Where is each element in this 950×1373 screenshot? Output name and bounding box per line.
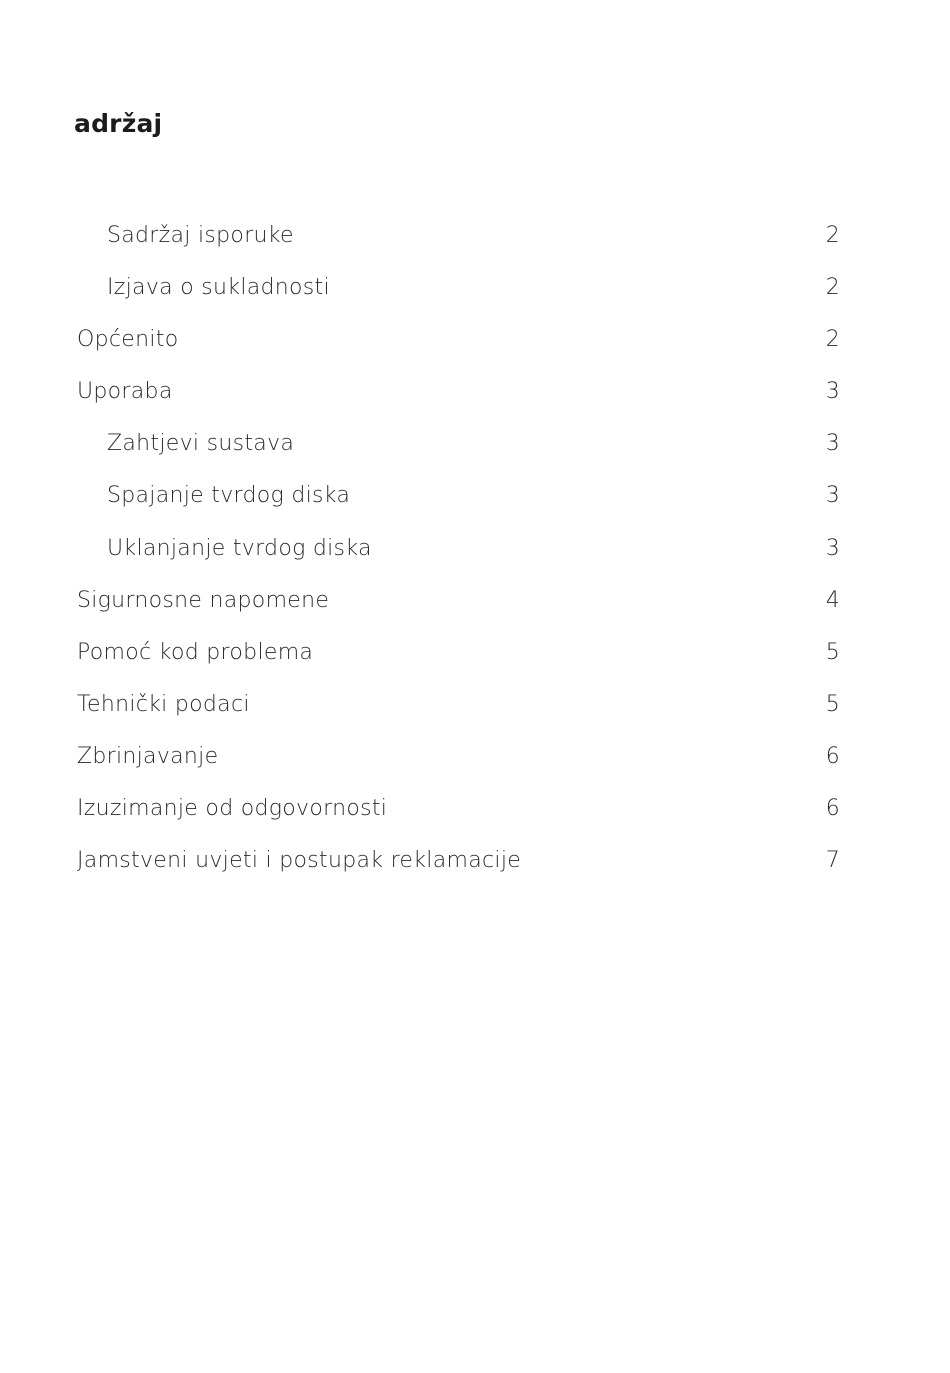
toc-entry-spajanje-tvrdog-diska[interactable]	[77, 478, 840, 530]
toc-entry-page-number: 6	[825, 796, 840, 822]
toc-heading: adržaj	[74, 109, 163, 138]
toc-entry-izuzimanje-od-odgovornosti[interactable]	[77, 791, 840, 843]
toc-entry-zbrinjavanje[interactable]	[77, 739, 840, 791]
toc-entry-label: Izuzimanje od odgovornosti	[77, 796, 388, 822]
toc-entry-page-number: 7	[825, 848, 840, 874]
toc-entry-label: Zahtjevi sustava	[107, 431, 295, 457]
toc-entry-sadrzaj-isporuke[interactable]	[77, 218, 840, 270]
toc-entry-jamstveni-uvjeti[interactable]	[77, 843, 840, 895]
toc-entry-page-number: 2	[825, 275, 840, 301]
toc-entry-label: Zbrinjavanje	[77, 743, 219, 769]
toc-entry-page-number: 2	[825, 327, 840, 353]
toc-entry-page-number: 3	[825, 483, 840, 509]
toc-entry-page-number: 2	[825, 223, 840, 248]
toc-entry-label: Uporaba	[77, 379, 173, 405]
toc-entry-izjava-o-sukladnosti[interactable]	[77, 270, 840, 322]
toc-entry-page-number: 5	[825, 639, 840, 665]
toc-entry-label: Spajanje tvrdog diska	[107, 483, 351, 509]
toc-entry-label: Pomoć kod problema	[77, 639, 314, 665]
toc-entry-pomoc-kod-problema[interactable]	[77, 635, 840, 687]
toc-entry-page-number: 6	[825, 743, 840, 769]
toc-entry-sigurnosne-napomene[interactable]	[77, 583, 840, 635]
toc-entry-label: Izjava o sukladnosti	[107, 275, 330, 301]
toc-entry-page-number: 3	[825, 431, 840, 457]
toc-entry-uporaba[interactable]	[77, 374, 840, 426]
toc-entry-uklanjanje-tvrdog-diska[interactable]	[77, 531, 840, 583]
toc-entry-tehnicki-podaci[interactable]	[77, 687, 840, 739]
toc-entry-page-number: 5	[825, 691, 840, 717]
toc-entry-page-number: 3	[825, 535, 840, 561]
toc-entry-page-number: 3	[825, 379, 840, 405]
toc-entry-zahtjevi-sustava[interactable]	[77, 426, 840, 478]
toc-entry-page-number: 4	[825, 587, 840, 613]
toc-list	[77, 218, 840, 895]
toc-entry-opcenito[interactable]	[77, 322, 840, 374]
toc-entry-label: Sigurnosne napomene	[77, 587, 330, 613]
toc-entry-label: Općenito	[77, 327, 179, 353]
toc-entry-label: Sadržaj isporuke	[107, 223, 294, 248]
toc-entry-label: Uklanjanje tvrdog diska	[107, 535, 372, 561]
toc-entry-label: Jamstveni uvjeti i postupak reklamacije	[77, 848, 522, 874]
toc-entry-label: Tehnički podaci	[77, 691, 250, 717]
